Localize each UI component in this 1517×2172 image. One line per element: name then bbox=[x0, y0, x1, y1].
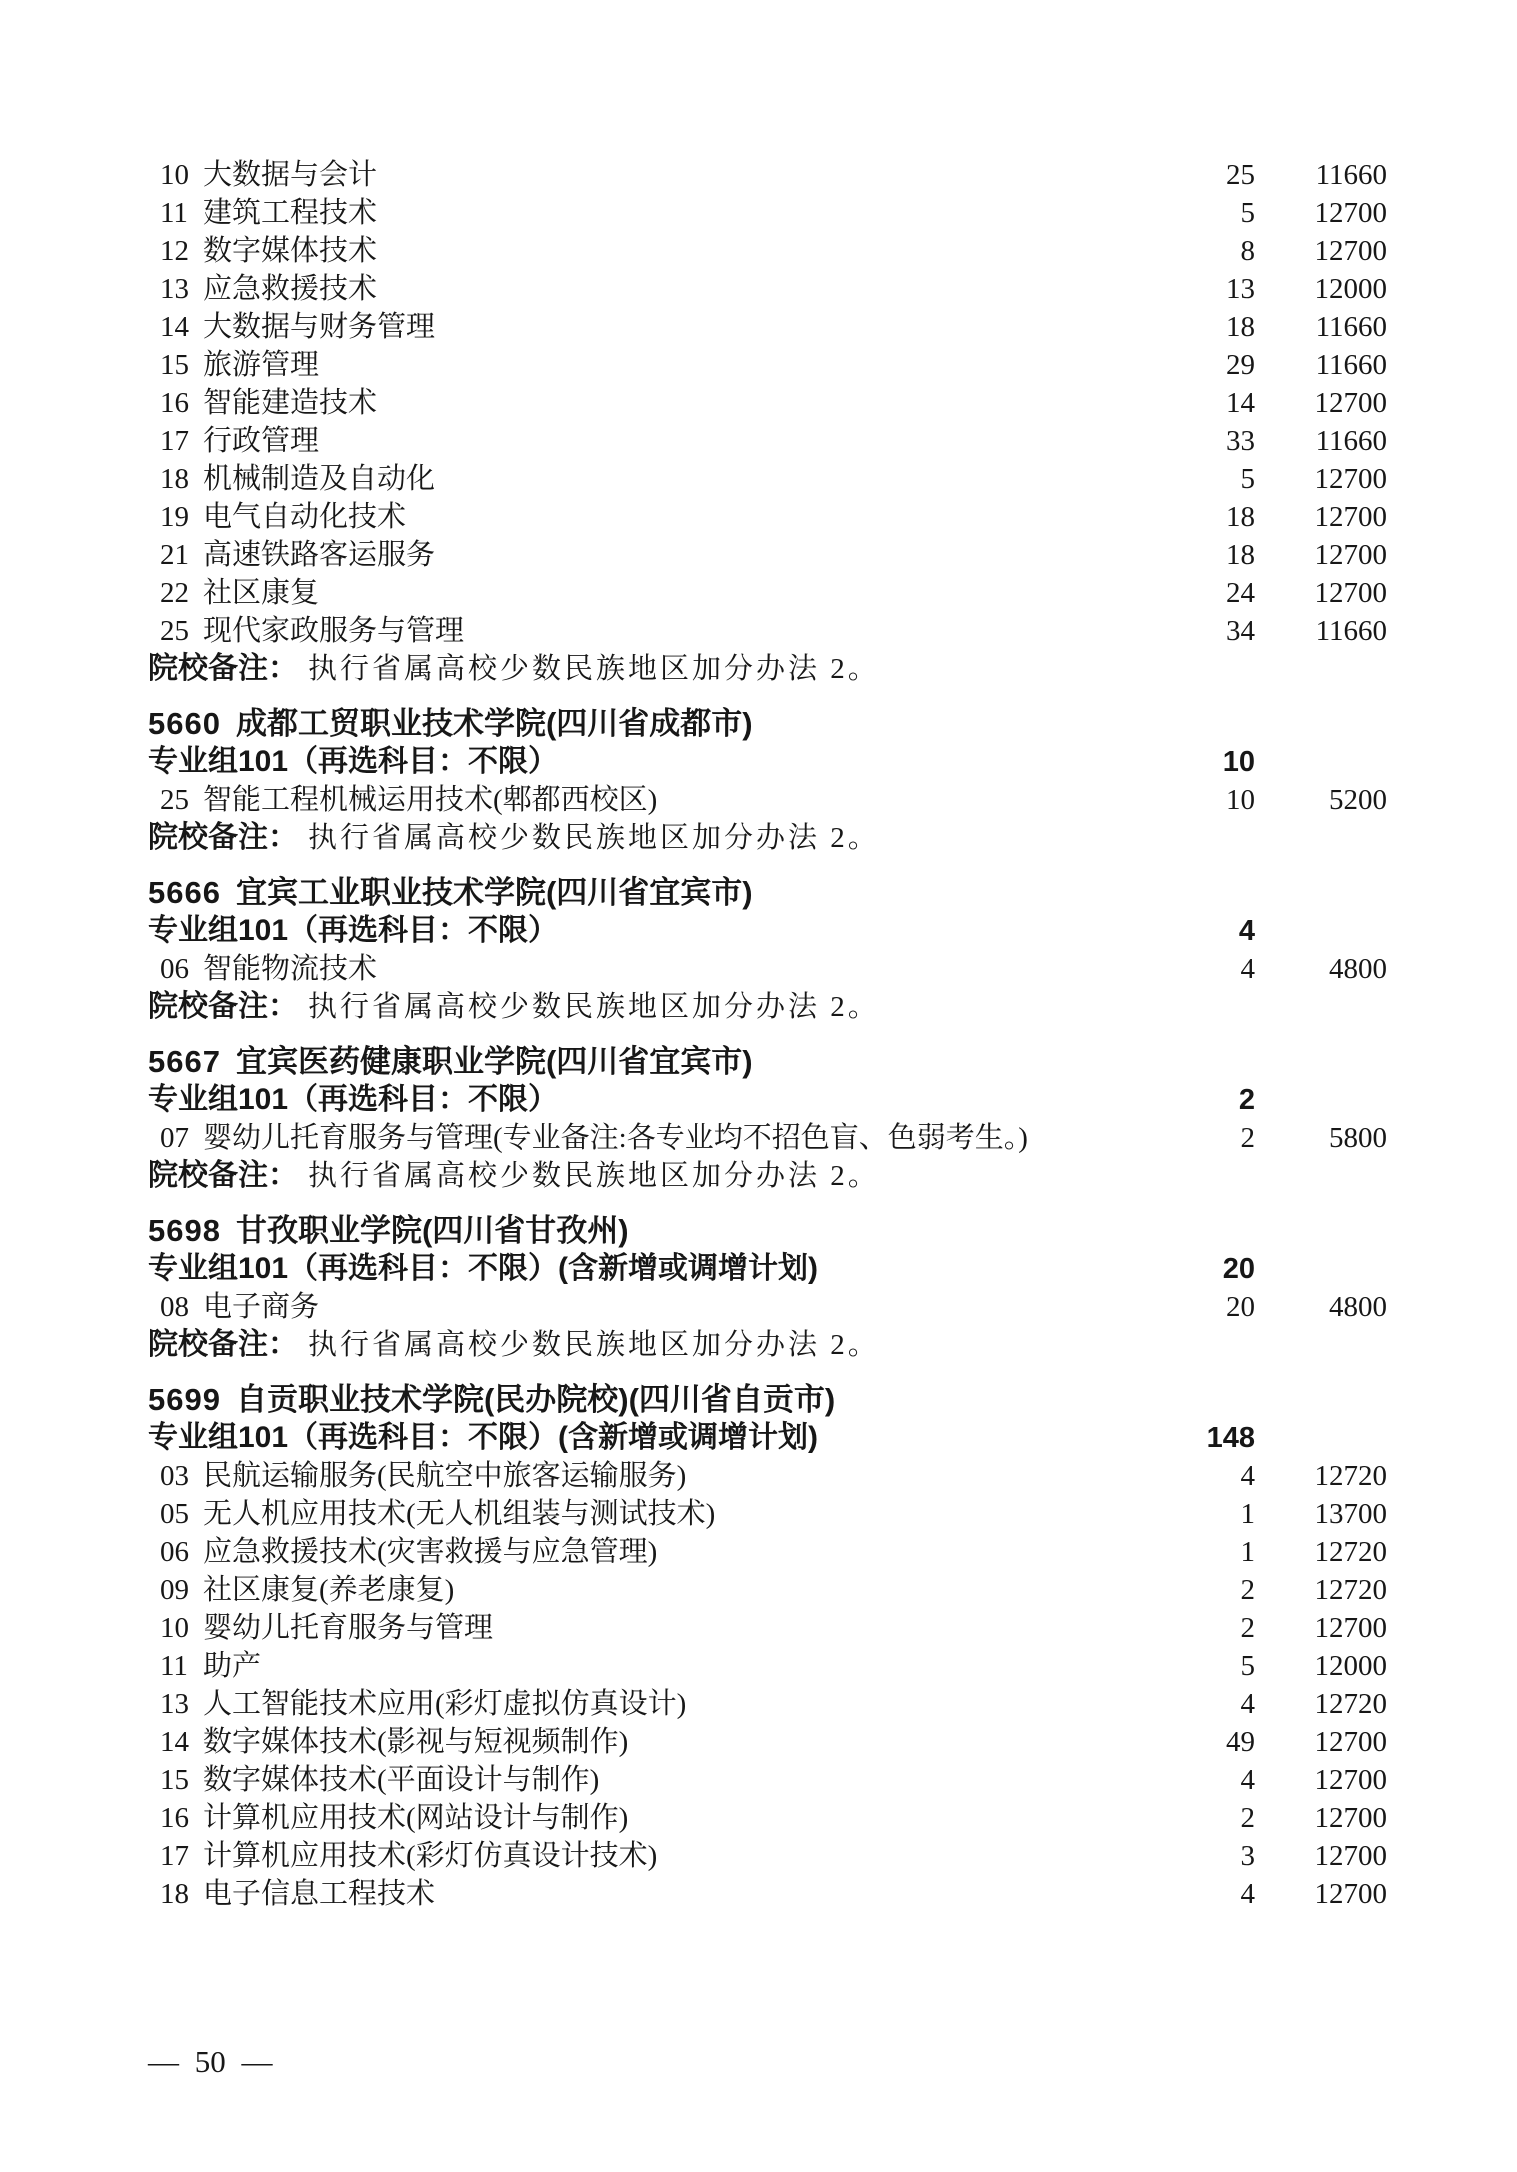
school-header bbox=[0, 1381, 1517, 1419]
school-name: 宜宾工业职业技术学院(四川省宜宾市) bbox=[235, 875, 753, 910]
school-remark bbox=[0, 819, 1517, 857]
major-plan-count: 10 bbox=[1226, 784, 1255, 816]
major-row bbox=[0, 346, 1517, 384]
major-row bbox=[0, 1875, 1517, 1913]
school-code: 5660 bbox=[148, 706, 221, 741]
major-plan-count: 33 bbox=[1226, 425, 1255, 457]
school-header bbox=[0, 1043, 1517, 1081]
major-plan-count: 18 bbox=[1226, 539, 1255, 571]
major-plan-count: 2 bbox=[1240, 1802, 1255, 1834]
major-plan-count: 2 bbox=[1240, 1122, 1255, 1154]
major-tuition-fee: 13700 bbox=[1314, 1498, 1387, 1530]
major-code: 10 bbox=[160, 1612, 189, 1644]
subject-group-label: 专业组101（再选科目：不限） bbox=[148, 914, 559, 947]
major-tuition-fee: 4800 bbox=[1329, 953, 1387, 985]
remark-label: 院校备注： bbox=[148, 990, 298, 1023]
major-tuition-fee: 12000 bbox=[1314, 273, 1387, 305]
major-name: 社区康复 bbox=[203, 577, 320, 609]
major-code: 11 bbox=[160, 1650, 188, 1682]
school-name: 甘孜职业学院(四川省甘孜州) bbox=[235, 1213, 629, 1248]
remark-label: 院校备注： bbox=[148, 1159, 298, 1192]
enrollment-plan-list bbox=[0, 156, 1517, 1913]
major-tuition-fee: 11660 bbox=[1315, 425, 1387, 457]
major-plan-count: 4 bbox=[1240, 1688, 1255, 1720]
section-school-5698 bbox=[0, 1212, 1517, 1364]
subject-group-header bbox=[0, 1081, 1517, 1119]
major-tuition-fee: 11660 bbox=[1315, 311, 1387, 343]
major-row bbox=[0, 781, 1517, 819]
section-school-5660 bbox=[0, 705, 1517, 857]
major-code: 13 bbox=[160, 273, 189, 305]
major-tuition-fee: 12700 bbox=[1314, 501, 1387, 533]
major-name: 旅游管理 bbox=[203, 349, 320, 381]
school-name: 自贡职业技术学院(民办院校)(四川省自贡市) bbox=[235, 1382, 836, 1417]
subject-group-header bbox=[0, 1250, 1517, 1288]
major-name: 应急救援技术(灾害救援与应急管理) bbox=[203, 1536, 658, 1568]
major-row bbox=[0, 194, 1517, 232]
major-name: 机械制造及自动化 bbox=[203, 463, 436, 495]
major-name: 电气自动化技术 bbox=[203, 501, 407, 533]
major-plan-count: 34 bbox=[1226, 615, 1255, 647]
major-tuition-fee: 12700 bbox=[1314, 197, 1387, 229]
major-row bbox=[0, 156, 1517, 194]
major-plan-count: 4 bbox=[1240, 1878, 1255, 1910]
major-code: 03 bbox=[160, 1460, 189, 1492]
major-name: 数字媒体技术(平面设计与制作) bbox=[203, 1764, 600, 1796]
major-plan-count: 29 bbox=[1226, 349, 1255, 381]
major-plan-count: 24 bbox=[1226, 577, 1255, 609]
major-code: 25 bbox=[160, 615, 189, 647]
remark-label: 院校备注： bbox=[148, 652, 298, 685]
major-name: 人工智能技术应用(彩灯虚拟仿真设计) bbox=[203, 1688, 687, 1720]
major-plan-count: 8 bbox=[1240, 235, 1255, 267]
major-code: 18 bbox=[160, 1878, 189, 1910]
major-row bbox=[0, 384, 1517, 422]
major-name: 计算机应用技术(彩灯仿真设计技术) bbox=[203, 1840, 658, 1872]
major-tuition-fee: 12700 bbox=[1314, 387, 1387, 419]
major-plan-count: 1 bbox=[1240, 1498, 1255, 1530]
major-name: 智能工程机械运用技术(郫都西校区) bbox=[203, 784, 658, 816]
remark-label: 院校备注： bbox=[148, 1328, 298, 1361]
major-code: 15 bbox=[160, 1764, 189, 1796]
section-school-5699 bbox=[0, 1381, 1517, 1913]
major-plan-count: 20 bbox=[1226, 1291, 1255, 1323]
major-name: 大数据与会计 bbox=[203, 159, 378, 191]
school-code: 5698 bbox=[148, 1213, 221, 1248]
remark-label: 院校备注： bbox=[148, 821, 298, 854]
major-row bbox=[0, 1571, 1517, 1609]
school-code: 5699 bbox=[148, 1382, 221, 1417]
major-row bbox=[0, 1761, 1517, 1799]
major-name: 数字媒体技术 bbox=[203, 235, 378, 267]
group-plan-total: 4 bbox=[1238, 915, 1255, 947]
major-tuition-fee: 12720 bbox=[1314, 1688, 1387, 1720]
school-name: 宜宾医药健康职业学院(四川省宜宾市) bbox=[235, 1044, 753, 1079]
major-plan-count: 2 bbox=[1240, 1574, 1255, 1606]
major-row bbox=[0, 1837, 1517, 1875]
major-name: 无人机应用技术(无人机组装与测试技术) bbox=[203, 1498, 716, 1530]
major-row bbox=[0, 270, 1517, 308]
major-plan-count: 13 bbox=[1226, 273, 1255, 305]
major-tuition-fee: 11660 bbox=[1315, 159, 1387, 191]
subject-group-label: 专业组101（再选科目：不限） bbox=[148, 745, 559, 778]
major-tuition-fee: 12700 bbox=[1314, 1726, 1387, 1758]
major-name: 数字媒体技术(影视与短视频制作) bbox=[203, 1726, 629, 1758]
major-code: 09 bbox=[160, 1574, 189, 1606]
major-plan-count: 2 bbox=[1240, 1612, 1255, 1644]
major-code: 13 bbox=[160, 1688, 189, 1720]
major-tuition-fee: 12700 bbox=[1314, 577, 1387, 609]
major-row bbox=[0, 1723, 1517, 1761]
major-row bbox=[0, 574, 1517, 612]
school-header bbox=[0, 705, 1517, 743]
school-remark bbox=[0, 650, 1517, 688]
major-code: 16 bbox=[160, 387, 189, 419]
subject-group-label: 专业组101（再选科目：不限） bbox=[148, 1083, 559, 1116]
school-code: 5666 bbox=[148, 875, 221, 910]
major-tuition-fee: 12700 bbox=[1314, 1612, 1387, 1644]
page-number: — 50 — bbox=[148, 2044, 273, 2079]
school-remark bbox=[0, 1326, 1517, 1364]
major-tuition-fee: 4800 bbox=[1329, 1291, 1387, 1323]
major-name: 婴幼儿托育服务与管理 bbox=[203, 1612, 494, 1644]
major-tuition-fee: 12700 bbox=[1314, 1878, 1387, 1910]
remark-text: 执行省属高校少数民族地区加分办法 2。 bbox=[308, 822, 880, 854]
major-row bbox=[0, 1609, 1517, 1647]
major-row bbox=[0, 1457, 1517, 1495]
major-tuition-fee: 12000 bbox=[1314, 1650, 1387, 1682]
major-code: 17 bbox=[160, 1840, 189, 1872]
subject-group-header bbox=[0, 912, 1517, 950]
major-code: 19 bbox=[160, 501, 189, 533]
group-plan-total: 10 bbox=[1222, 746, 1255, 778]
major-name: 电子商务 bbox=[203, 1291, 320, 1323]
major-code: 14 bbox=[160, 311, 189, 343]
major-tuition-fee: 5200 bbox=[1329, 784, 1387, 816]
group-plan-total: 148 bbox=[1206, 1422, 1255, 1454]
major-code: 18 bbox=[160, 463, 189, 495]
major-code: 22 bbox=[160, 577, 189, 609]
major-code: 05 bbox=[160, 1498, 189, 1530]
subject-group-label: 专业组101（再选科目：不限）(含新增或调增计划) bbox=[148, 1421, 819, 1454]
remark-text: 执行省属高校少数民族地区加分办法 2。 bbox=[308, 653, 880, 685]
school-header bbox=[0, 874, 1517, 912]
major-tuition-fee: 12720 bbox=[1314, 1574, 1387, 1606]
major-plan-count: 18 bbox=[1226, 311, 1255, 343]
major-code: 11 bbox=[160, 197, 188, 229]
major-plan-count: 3 bbox=[1240, 1840, 1255, 1872]
major-row bbox=[0, 1647, 1517, 1685]
major-tuition-fee: 12700 bbox=[1314, 463, 1387, 495]
school-header bbox=[0, 1212, 1517, 1250]
major-code: 14 bbox=[160, 1726, 189, 1758]
major-code: 16 bbox=[160, 1802, 189, 1834]
major-name: 计算机应用技术(网站设计与制作) bbox=[203, 1802, 629, 1834]
major-plan-count: 5 bbox=[1240, 197, 1255, 229]
major-tuition-fee: 12700 bbox=[1314, 235, 1387, 267]
section-school-5666 bbox=[0, 874, 1517, 1026]
major-plan-count: 1 bbox=[1240, 1536, 1255, 1568]
school-code: 5667 bbox=[148, 1044, 221, 1079]
school-remark bbox=[0, 1157, 1517, 1195]
major-name: 社区康复(养老康复) bbox=[203, 1574, 455, 1606]
major-row bbox=[0, 1799, 1517, 1837]
major-name: 行政管理 bbox=[203, 425, 320, 457]
section-continuation bbox=[0, 156, 1517, 688]
major-name: 高速铁路客运服务 bbox=[203, 539, 436, 571]
major-code: 25 bbox=[160, 784, 189, 816]
major-name: 智能物流技术 bbox=[203, 953, 378, 985]
major-code: 17 bbox=[160, 425, 189, 457]
major-row bbox=[0, 1685, 1517, 1723]
major-row bbox=[0, 498, 1517, 536]
major-row bbox=[0, 460, 1517, 498]
major-name: 应急救援技术 bbox=[203, 273, 378, 305]
major-row bbox=[0, 232, 1517, 270]
major-row bbox=[0, 612, 1517, 650]
major-tuition-fee: 12700 bbox=[1314, 1764, 1387, 1796]
major-name: 助产 bbox=[203, 1650, 262, 1682]
major-plan-count: 49 bbox=[1226, 1726, 1255, 1758]
major-name: 智能建造技术 bbox=[203, 387, 378, 419]
subject-group-header bbox=[0, 1419, 1517, 1457]
major-code: 06 bbox=[160, 1536, 189, 1568]
remark-text: 执行省属高校少数民族地区加分办法 2。 bbox=[308, 991, 880, 1023]
major-plan-count: 18 bbox=[1226, 501, 1255, 533]
major-row bbox=[0, 422, 1517, 460]
major-tuition-fee: 12700 bbox=[1314, 1802, 1387, 1834]
major-tuition-fee: 12720 bbox=[1314, 1536, 1387, 1568]
major-row bbox=[0, 536, 1517, 574]
major-code: 06 bbox=[160, 953, 189, 985]
group-plan-total: 2 bbox=[1238, 1084, 1255, 1116]
major-tuition-fee: 12700 bbox=[1314, 1840, 1387, 1872]
school-remark bbox=[0, 988, 1517, 1026]
major-plan-count: 14 bbox=[1226, 387, 1255, 419]
major-tuition-fee: 5800 bbox=[1329, 1122, 1387, 1154]
major-tuition-fee: 11660 bbox=[1315, 615, 1387, 647]
major-plan-count: 4 bbox=[1240, 953, 1255, 985]
major-plan-count: 4 bbox=[1240, 1764, 1255, 1796]
remark-text: 执行省属高校少数民族地区加分办法 2。 bbox=[308, 1329, 880, 1361]
section-school-5667 bbox=[0, 1043, 1517, 1195]
major-tuition-fee: 12720 bbox=[1314, 1460, 1387, 1492]
major-code: 21 bbox=[160, 539, 189, 571]
remark-text: 执行省属高校少数民族地区加分办法 2。 bbox=[308, 1160, 880, 1192]
major-tuition-fee: 11660 bbox=[1315, 349, 1387, 381]
major-row bbox=[0, 308, 1517, 346]
major-plan-count: 4 bbox=[1240, 1460, 1255, 1492]
major-plan-count: 5 bbox=[1240, 463, 1255, 495]
major-code: 15 bbox=[160, 349, 189, 381]
major-tuition-fee: 12700 bbox=[1314, 539, 1387, 571]
subject-group-label: 专业组101（再选科目：不限）(含新增或调增计划) bbox=[148, 1252, 819, 1285]
major-row bbox=[0, 1533, 1517, 1571]
major-name: 建筑工程技术 bbox=[203, 197, 378, 229]
major-code: 08 bbox=[160, 1291, 189, 1323]
major-name: 大数据与财务管理 bbox=[203, 311, 436, 343]
major-plan-count: 25 bbox=[1226, 159, 1255, 191]
major-code: 07 bbox=[160, 1122, 189, 1154]
major-row bbox=[0, 1119, 1517, 1157]
major-code: 12 bbox=[160, 235, 189, 267]
major-row bbox=[0, 1495, 1517, 1533]
major-name: 电子信息工程技术 bbox=[203, 1878, 436, 1910]
major-name: 婴幼儿托育服务与管理(专业备注:各专业均不招色盲、色弱考生。) bbox=[203, 1122, 1028, 1154]
major-name: 现代家政服务与管理 bbox=[203, 615, 465, 647]
group-plan-total: 20 bbox=[1222, 1253, 1255, 1285]
major-plan-count: 5 bbox=[1240, 1650, 1255, 1682]
subject-group-header bbox=[0, 743, 1517, 781]
major-row bbox=[0, 1288, 1517, 1326]
school-name: 成都工贸职业技术学院(四川省成都市) bbox=[235, 706, 753, 741]
major-name: 民航运输服务(民航空中旅客运输服务) bbox=[203, 1460, 687, 1492]
major-code: 10 bbox=[160, 159, 189, 191]
major-row bbox=[0, 950, 1517, 988]
